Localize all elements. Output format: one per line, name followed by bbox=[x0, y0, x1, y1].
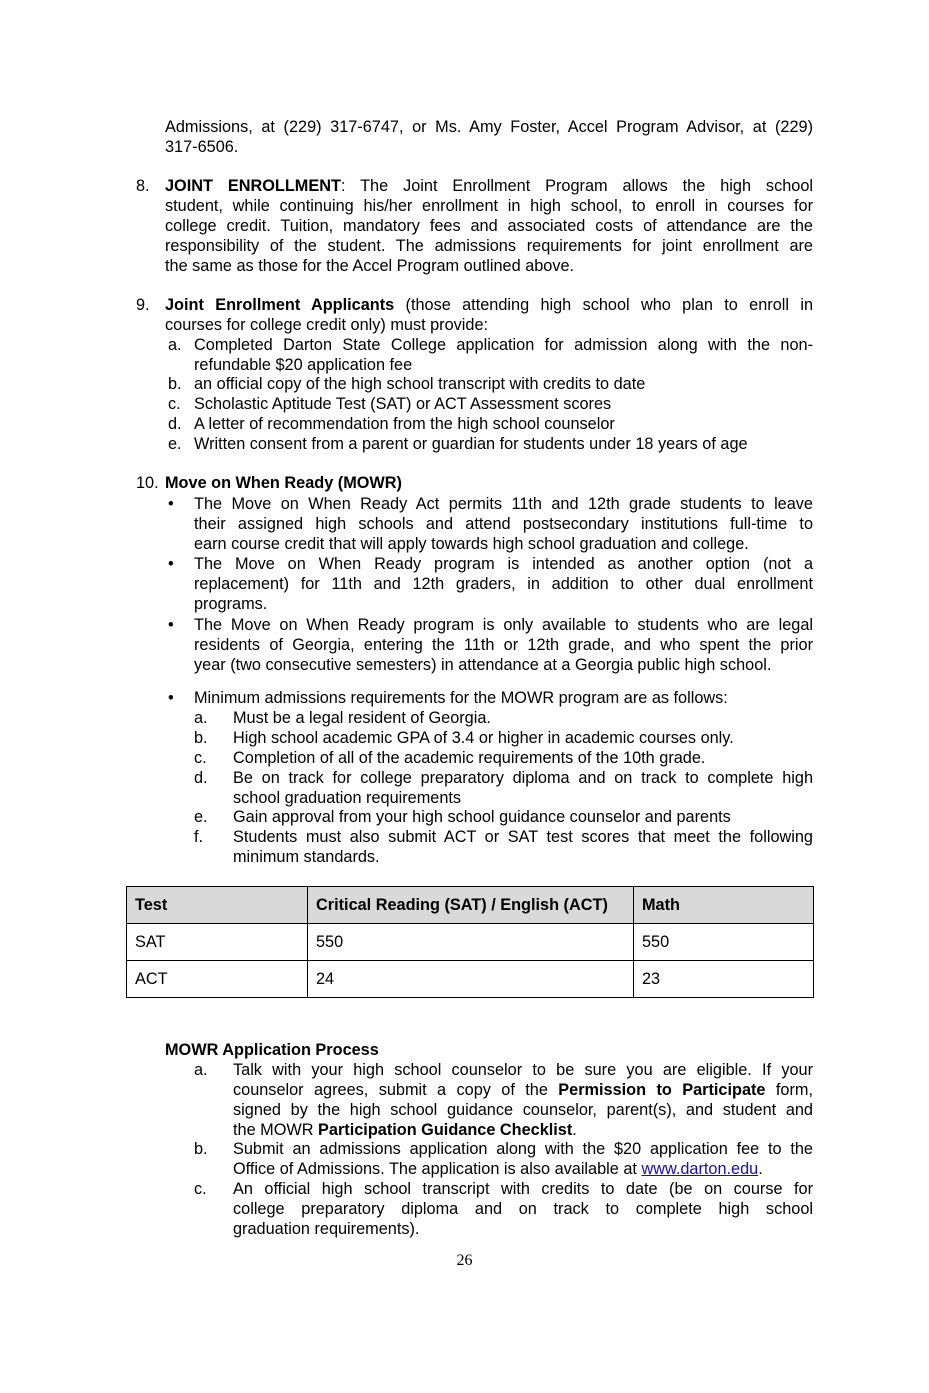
bullet-icon: • bbox=[168, 616, 174, 634]
bullet-1-line-1: The Move on When Ready Act permits 11th and 12th grade students to leave bbox=[194, 495, 813, 513]
bullet-icon: • bbox=[168, 495, 174, 513]
req-c-text: Completion of all of the academic requirements of the 10th grade. bbox=[233, 749, 706, 767]
item-9-line-1-rest: (those attending high school who plan to enroll in bbox=[394, 296, 813, 314]
process-a-line-2-pre: counselor agrees, submit a copy of the bbox=[233, 1081, 559, 1099]
req-e-letter: e. bbox=[194, 808, 208, 826]
item-8-line-1 bbox=[165, 176, 813, 196]
table-cell: 23 bbox=[634, 961, 814, 998]
item-9-title: Joint Enrollment Applicants bbox=[165, 296, 395, 314]
item-9-number: 9. bbox=[136, 296, 150, 314]
item-9-line-1 bbox=[165, 295, 813, 315]
table-cell: 550 bbox=[634, 924, 814, 961]
item-8-line-5: the same as those for the Accel Program outlined above. bbox=[165, 257, 575, 275]
table-cell: 24 bbox=[308, 961, 634, 998]
table-row bbox=[127, 924, 814, 961]
table-cell: SAT bbox=[127, 924, 308, 961]
item-9c-text: Scholastic Aptitude Test (SAT) or ACT Assessment scores bbox=[194, 395, 612, 413]
process-a-line-4-post: . bbox=[572, 1121, 577, 1139]
table-header-row bbox=[127, 887, 814, 924]
process-a-line-3: signed by the high school guidance counselor, parent(s), and student and bbox=[233, 1101, 813, 1119]
bullet-icon: • bbox=[168, 689, 174, 707]
req-b-text: High school academic GPA of 3.4 or higher in academic courses only. bbox=[233, 729, 734, 747]
req-d-line-2: school graduation requirements bbox=[233, 789, 462, 807]
process-b-letter: b. bbox=[194, 1140, 208, 1158]
darton-link[interactable]: www.darton.edu bbox=[641, 1160, 759, 1178]
process-title: MOWR Application Process bbox=[165, 1041, 379, 1059]
process-a-line-2-post: form, bbox=[765, 1081, 813, 1099]
bullet-2-line-2: replacement) for 11th and 12th graders, in addition to other dual enrollment bbox=[194, 575, 813, 593]
item-8-line-1-rest: : The Joint Enrollment Program allows the high school bbox=[340, 177, 813, 195]
process-b-line-2-post: . bbox=[758, 1160, 763, 1178]
item-9a-letter: a. bbox=[168, 336, 182, 354]
page-number: 26 bbox=[456, 1252, 473, 1269]
score-table bbox=[126, 886, 814, 998]
item-8-title: JOINT ENROLLMENT bbox=[165, 177, 341, 195]
process-a-line-4-pre: the MOWR bbox=[233, 1121, 319, 1139]
table-cell: 550 bbox=[308, 924, 634, 961]
permission-form-name: Permission to Participate bbox=[558, 1081, 766, 1099]
bullet-2-line-1: The Move on When Ready program is intended as another option (not a bbox=[194, 555, 813, 573]
process-c-line-1: An official high school transcript with credits to date (be on course for bbox=[233, 1180, 813, 1198]
process-b-line-2-pre: Office of Admissions. The application is also available at bbox=[233, 1160, 642, 1178]
item-9b-text: an official copy of the high school transcript with credits to date bbox=[194, 375, 646, 393]
req-f-letter: f. bbox=[194, 828, 204, 846]
item-9b-letter: b. bbox=[168, 375, 182, 393]
bullet-1-line-2: their assigned high schools and attend postsecondary institutions full-time to bbox=[194, 515, 813, 533]
bullet-3-line-2: residents of Georgia, entering the 11th or 12th grade, and who spent the prior bbox=[194, 636, 813, 654]
process-b-line-1: Submit an admissions application along with the $20 application fee to the bbox=[233, 1140, 813, 1158]
item-8-line-2: student, while continuing his/her enrollment in high school, to enroll in courses for bbox=[165, 197, 813, 215]
bullet-1-line-3: earn course credit that will apply towards high school graduation and college. bbox=[194, 535, 749, 553]
req-c-letter: c. bbox=[194, 749, 207, 767]
item-9d-text: A letter of recommendation from the high school counselor bbox=[194, 415, 615, 433]
item-10-title: Move on When Ready (MOWR) bbox=[165, 474, 402, 492]
req-d-line-1: Be on track for college preparatory diploma and on track to complete high bbox=[233, 769, 813, 787]
bullet-3-line-1: The Move on When Ready program is only available to students who are legal bbox=[194, 616, 813, 634]
process-c-letter: c. bbox=[194, 1180, 207, 1198]
bullet-3-line-3: year (two consecutive semesters) in attendance at a Georgia public high school. bbox=[194, 656, 772, 674]
intro-line-2: 317-6506. bbox=[165, 138, 239, 156]
req-d-letter: d. bbox=[194, 769, 208, 787]
bullet-icon: • bbox=[168, 555, 174, 573]
process-a-line-4 bbox=[233, 1120, 577, 1140]
req-f-line-2: minimum standards. bbox=[233, 848, 380, 866]
item-9a-line-2: refundable $20 application fee bbox=[194, 356, 413, 374]
bullet-4-line-1: Minimum admissions requirements for the MOWR program are as follows: bbox=[194, 689, 728, 707]
table-header-cell: Test bbox=[127, 887, 308, 924]
process-b-line-2 bbox=[233, 1159, 763, 1179]
checklist-name: Participation Guidance Checklist bbox=[318, 1121, 573, 1139]
req-e-text: Gain approval from your high school guidance counselor and parents bbox=[233, 808, 731, 826]
bullet-2-line-3: programs. bbox=[194, 595, 268, 613]
item-8-line-3: college credit. Tuition, mandatory fees and associated costs of attendance are the bbox=[165, 217, 813, 235]
table-header-cell: Math bbox=[634, 887, 814, 924]
req-f-line-1: Students must also submit ACT or SAT test scores that meet the following bbox=[233, 828, 813, 846]
intro-line-1: Admissions, at (229) 317-6747, or Ms. Amy Foster, Accel Program Advisor, at (229) bbox=[165, 118, 813, 136]
item-8-line-4: responsibility of the student. The admissions requirements for joint enrollment are bbox=[165, 237, 813, 255]
item-9d-letter: d. bbox=[168, 415, 182, 433]
item-9a-line-1: Completed Darton State College application for admission along with the non- bbox=[194, 336, 813, 354]
req-a-letter: a. bbox=[194, 709, 208, 727]
process-c-line-3: graduation requirements). bbox=[233, 1220, 420, 1238]
req-b-letter: b. bbox=[194, 729, 208, 747]
item-9e-letter: e. bbox=[168, 435, 182, 453]
process-a-letter: a. bbox=[194, 1061, 208, 1079]
process-a-line-2 bbox=[233, 1080, 813, 1100]
table-row bbox=[127, 961, 814, 998]
item-8-number: 8. bbox=[136, 177, 150, 195]
item-9e-text: Written consent from a parent or guardian for students under 18 years of age bbox=[194, 435, 748, 453]
table-header-cell: Critical Reading (SAT) / English (ACT) bbox=[308, 887, 634, 924]
item-10-number: 10. bbox=[136, 474, 159, 492]
item-9c-letter: c. bbox=[168, 395, 181, 413]
process-c-line-2: college preparatory diploma and on track to complete high school bbox=[233, 1200, 813, 1218]
process-a-line-1: Talk with your high school counselor to be sure you are eligible. If your bbox=[233, 1061, 813, 1079]
table-cell: ACT bbox=[127, 961, 308, 998]
req-a-text: Must be a legal resident of Georgia. bbox=[233, 709, 491, 727]
item-9-line-2: courses for college credit only) must provide: bbox=[165, 316, 489, 334]
